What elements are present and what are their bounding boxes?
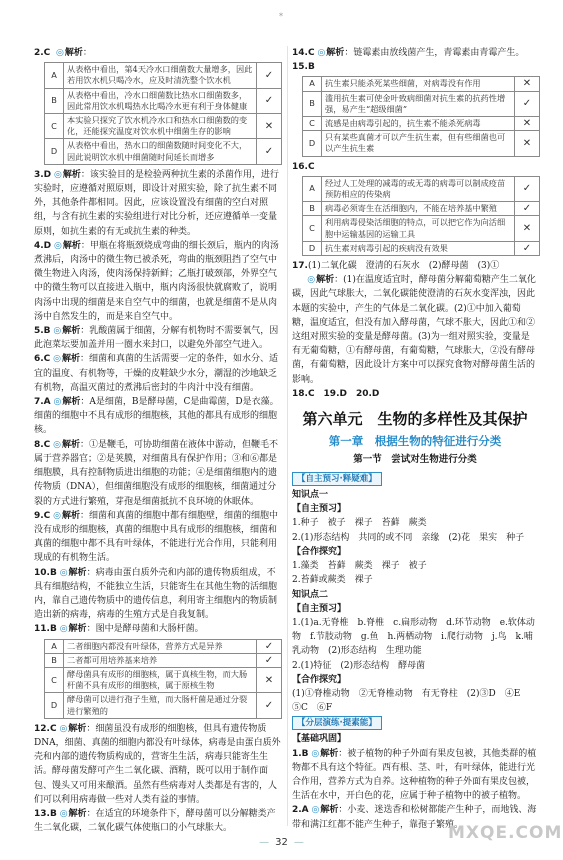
answer-number: 5.B [34, 326, 51, 337]
table-row [45, 139, 282, 164]
check-mark-icon: ✓ [257, 88, 282, 113]
table-row [303, 241, 540, 255]
answer-number: 3.D [34, 169, 52, 180]
option-key: C [45, 667, 64, 692]
knowledge-point-2: 知识点二 [292, 589, 329, 600]
cross-mark-icon: ✕ [257, 114, 282, 139]
option-text: 经过人工处理的减毒的或无毒的病毒可以制成疫苗预防相应的传染病 [322, 176, 515, 201]
analysis-text: ：链霉素由放线菌产生，青霉素由青霉产生。 [344, 48, 525, 58]
left-column [34, 46, 282, 835]
page-number-text: 32 [275, 837, 288, 848]
subheading-cooperate: 【合作探究】 [292, 546, 347, 557]
analysis-label: ◎ 解析 [317, 48, 344, 58]
table-row [45, 88, 282, 113]
check-mark-icon: ✓ [257, 63, 282, 88]
analysis-label: ◎ 解析 [311, 749, 338, 759]
option-text: 只有某些真菌才可以产生抗生素，但有些细菌也可以产生抗生素 [322, 131, 515, 156]
knowledge-point-1: 知识点一 [292, 490, 329, 501]
answer-q17 [292, 259, 538, 273]
table-row [45, 667, 282, 692]
analysis-label: ◎ 解析 [60, 809, 87, 819]
answer-number: 11.B [34, 624, 57, 635]
list-item: (1)①脊椎动物 ②无脊椎动物 有无脊柱 (2)③D ④E ⑤C ⑥F [292, 688, 530, 714]
answer-q2: 2.C ◎ 解析： [34, 46, 282, 60]
option-key: B [45, 88, 64, 113]
subheading-preview: 【自主预习】 [292, 603, 347, 614]
table-row [303, 131, 540, 156]
option-text: 二者都可用培养基来培养 [64, 653, 257, 667]
cross-mark-icon: ✕ [515, 131, 540, 156]
analysis-label: ◎ 解析 [312, 805, 339, 815]
column-divider [287, 46, 288, 826]
check-mark-icon: ✓ [257, 693, 282, 718]
option-key: D [303, 241, 322, 255]
check-mark-icon: ✓ [515, 176, 540, 201]
answer-number: 2.C [34, 48, 51, 58]
option-text: 从表格中看出，热水口的细菌数随时间变化不大，因此说明饮水机中细菌随时间延长而增多 [64, 139, 257, 164]
analysis-text: ：图中是酵母菌和大肠杆菌。 [86, 624, 204, 635]
list-item: 2.(1)特征 (2)形态结构 酵母菌 [292, 660, 426, 671]
analysis-text: ：细菌和真菌的细胞中都有细胞壁，细菌的细胞中没有成形的细胞核，真菌的细胞中具有成形的细胞核，细菌和真菌的细胞中都不具有叶绿体，不能进行光合作用，只能利用现成的有机物生活。 [34, 510, 279, 564]
q15-option-table [302, 76, 540, 156]
page-number: — 32 — [259, 837, 304, 848]
answer-number: 13.B [34, 808, 57, 819]
option-key: B [303, 202, 322, 216]
check-mark-icon: ✓ [257, 639, 282, 653]
analysis-text: ：(1)在温度适宜时，酵母菌分解葡萄糖产生二氧化碳，因此气球胀大，二氧化碳能使澄清的石灰水变浑浊，因此本题的实验中，产生的气体是二氧化碳。(2)①中加入葡萄糖，温度适宜，但没有加入酵母菌，气球不胀大，因此①和②这组对照实验的变量是酵母菌。(3)为一组对照实验，变量是有无葡萄糖，①有酵母菌，有葡萄糖，气球胀大，②没有酵母菌，有葡萄糖，因此设计方案中可以探究食物对酵母菌生活的影响。 [292, 275, 536, 385]
q16-option-table [302, 176, 540, 256]
option-key: A [303, 77, 322, 91]
check-mark-icon: ✓ [257, 653, 282, 667]
analysis-text: ：小麦、迷迭香和松树都能产生种子，而地钱、海带和满江红都不能产生种子，靠孢子繁殖。 [292, 805, 537, 830]
answers-q18-20: 18.C 19.D 20.D [292, 388, 380, 399]
unit-title: 第六单元 生物的多样性及其保护 [302, 410, 528, 429]
answer-q10 [34, 566, 282, 623]
option-text: 酵母菌具有成形的细胞核，属于真核生物，而大肠杆菌不具有成形的细胞核，属于原核生物 [64, 667, 257, 692]
option-key: C [303, 216, 322, 241]
option-text: 本实验只探究了饮水机冷水口和热水口细菌数的变化，还能探究温度对饮水机中细菌生存的影响 [64, 114, 257, 139]
answer-number: 17. [292, 261, 308, 272]
analysis-label: ◎ 解析 [60, 624, 87, 634]
top-mark: * [279, 12, 283, 21]
analysis-label: ◎ 解析 [60, 568, 87, 578]
analysis-label: ◎ 解析 [307, 275, 334, 285]
right-column [292, 46, 538, 832]
option-text: 从表格中看出，第4天冷水口细菌数大量增多，因此若用饮水机只喝冷水，应及时清洗整个饮水机 [64, 63, 257, 88]
analysis-text: ：细菌虽没有成形的细胞核，但具有遗传物质DNA，细菌、真菌的细胞内都没有叶绿体，病毒是由蛋白质外壳和内部的遗传物质构成的，营寄生生活，病毒只能寄生生活。酵母菌发酵可产生二氧化碳、酒精，既可以用于制作面包、馒头又可用来酿酒。虽然有些病毒对人类都是有害的，人们可以利用病毒做一些对人类有益的事情。 [34, 723, 281, 805]
answer-number: 7.A [34, 397, 51, 408]
answer-q13 [34, 807, 282, 835]
answer-text: (1)二氧化碳 澄清的石灰水 (2)酵母菌 (3)① [307, 261, 500, 272]
option-key: B [45, 653, 64, 667]
answer-q6 [34, 352, 282, 395]
analysis-text: ：病毒由蛋白质外壳和内部的遗传物质组成，不具有细胞结构，不能独立生活，只能寄生在其他生物的活细胞内，靠自己遗传物质中的遗传信息，利用寄主细胞内的物质制造出新的病毒，病毒的生殖方式是自我复制。 [34, 567, 278, 621]
analysis-q17 [292, 273, 538, 387]
option-text: 病毒必须寄生在活细胞内，不能在培养基中繁殖 [322, 202, 515, 216]
option-text: 酵母菌可以进行孢子生殖，而大肠杆菌是通过分裂进行繁殖的 [64, 693, 257, 718]
analysis-text: ：在适宜的环境条件下，酵母菌可以分解糖类产生二氧化碳，二氧化碳气体使瓶口的小气球胀大。 [34, 808, 276, 834]
answer-number: 2.A [292, 805, 309, 816]
option-key: C [303, 117, 322, 131]
answer-b1 [292, 747, 538, 804]
answer-number: 6.C [34, 354, 51, 365]
q2-option-table [44, 62, 282, 165]
table-row [303, 91, 540, 116]
answer-q14 [292, 46, 538, 60]
answer-q9 [34, 509, 282, 566]
analysis-text: ：甲瓶在将瓶颈烧成弯曲的细长颈后，瓶内的肉汤煮沸后，肉汤中的微生物已被杀死，弯曲的瓶颈阻挡了空气中微生物进入肉汤，使肉汤保持新鲜；乙瓶打破颈部，外界空气中的微生物可以直接进入瓶中，瓶内肉汤很快就腐败了，说明肉汤中出现的细菌是来自空气中的细菌，也就是细菌不是从肉汤中自然发生的，而是来自空气中。 [34, 240, 279, 322]
analysis-label: ◎ 解析 [53, 354, 80, 364]
answer-q15 [292, 60, 538, 74]
table-row [303, 216, 540, 241]
analysis-text: ：被子植物的种子外面有果皮包被，其他类群的植物都不具有这个特征。西有根、茎、叶，有叶绿体，能进行光合作用，营养方式为自养。这种植物的种子外面有果皮包被，生活在水中，开白色的花，应属于种子植物中的被子植物。 [292, 748, 537, 802]
table-row [303, 202, 540, 216]
option-text: 二者细胞内都没有叶绿体，营养方式是异养 [64, 639, 257, 653]
option-text: 抗生素只能杀死某些细菌，对病毒没有作用 [322, 77, 515, 91]
analysis-label: ◎ 解析 [53, 326, 80, 336]
table-row [303, 77, 540, 91]
section-title: 第一节 尝试对生物进行分类 [353, 454, 477, 466]
check-mark-icon: ✓ [257, 139, 282, 164]
option-key: D [45, 139, 64, 164]
option-text: 利用病毒侵染活细胞的特点，可以把它作为向活细胞中运输基因的运输工具 [322, 216, 515, 241]
analysis-label: ◎ 解析 [54, 241, 81, 251]
option-text: 抗生素对病毒引起的疾病没有效果 [322, 241, 515, 255]
check-mark-icon: ✓ [515, 241, 540, 255]
answer-q4 [34, 239, 282, 324]
option-key: D [303, 131, 322, 156]
table-row [45, 63, 282, 88]
option-text: 滥用抗生素可使金叶致病细菌对抗生素的抗药性增强，易产生“超级细菌” [322, 91, 515, 116]
analysis-label: ◎ 解析 [54, 170, 81, 180]
table-row [303, 117, 540, 131]
subheading-basic: 【基础巩固】 [292, 734, 347, 745]
list-item: 1.种子 被子 裸子 苔藓 蕨类 [292, 518, 427, 529]
answer-q5 [34, 324, 282, 352]
analysis-label: ◎ 解析 [56, 48, 83, 58]
answer-number: 12.C [34, 723, 57, 734]
option-text: 流感是由病毒引起的，抗生素不能杀死病毒 [322, 117, 515, 131]
section-banner: 【自主预习·释疑难】 [292, 472, 382, 486]
answer-q11 [34, 622, 282, 636]
cross-mark-icon: ✕ [257, 667, 282, 692]
chapter-title: 第一章 根据生物的特征进行分类 [328, 434, 502, 449]
answer-q8 [34, 438, 282, 509]
analysis-text: ：①是鞭毛，可协助细菌在液体中游动，但鞭毛不属于营养器官；②是荚膜，对细菌具有保护作用；③和⑥都是细胞膜，具有控制物质进出细胞的功能；④是细菌细胞内的遗传物质（DNA），但细菌细胞没有成形的细胞核，细菌通过分裂的方式进行繁殖，芽孢是细菌抵抗不良环境的休眠体。 [34, 439, 279, 507]
analysis-text: ：乳酸菌属于细菌，分解有机物时不需要氧气，因此泡菜坛要加盖并用一圈水来封口，以避免外部空气进入。 [34, 326, 279, 351]
table-row [45, 653, 282, 667]
answer-q7 [34, 395, 282, 438]
list-item: 1.(1)a.无脊椎 b.脊椎 c.扁形动物 d.环节动物 e.软体动物 f.节肢动物 g.鱼 h.两栖动物 i.爬行动物 j.鸟 k.哺乳动物 (2)形态结构 生理功能 [292, 617, 535, 657]
option-key: A [45, 639, 64, 653]
answer-number: 8.C [34, 439, 51, 450]
table-row [45, 639, 282, 653]
table-row [45, 693, 282, 718]
cross-mark-icon: ✕ [515, 216, 540, 241]
analysis-label: ◎ 解析 [54, 397, 81, 407]
answer-number: 10.B [34, 567, 57, 578]
watermark-logo: MXQE.COM [448, 823, 563, 843]
q11-option-table [44, 639, 282, 719]
answer-number: 1.B [292, 748, 309, 759]
option-text: 从表格中看出，冷水口细菌数比热水口细菌数多，因此常用饮水机喝热水比喝冷水更有利于身体健康 [64, 88, 257, 113]
answer-number: 15.B [292, 62, 315, 73]
section-banner: 【分层演练·提素能】 [292, 716, 382, 730]
option-key: D [45, 693, 64, 718]
analysis-label: ◎ 解析 [53, 511, 80, 521]
answer-q16 [292, 160, 538, 174]
option-key: B [303, 91, 322, 116]
table-row [303, 176, 540, 201]
analysis-label: ◎ 解析 [53, 440, 80, 450]
analysis-text: ：细菌和真菌的生活需要一定的条件，如水分、适宜的温度、有机物等，干燥的皮鞋缺少水分，潮湿的沙地缺乏有机物，高温灭菌过的煮沸后密封的牛肉汁中没有细菌。 [34, 354, 279, 393]
list-item: 2.(1)形态结构 共同的或不同 亲缘 (2)花 果实 种子 [292, 532, 525, 543]
cross-mark-icon: ✕ [515, 77, 540, 91]
cross-mark-icon: ✕ [515, 117, 540, 131]
analysis-text: ：A是细菌，B是酵母菌，C是曲霉菌，D是衣藻。细菌的细胞中不具有成形的细胞核，其他的都具有成形的细胞核。 [34, 397, 279, 436]
analysis-text: ：该实验目的是检验两种抗生素的杀菌作用，进行实验时，应遵循对照原则，即设计对照实验，除了抗生素不同外，其他条件都相同。因此，应该设置没有细菌的空白对照组，与含有抗生素的实验组进行对比分析，还应遵循单一变量原则，如抗生素的有无或抗生素的种类。 [34, 169, 279, 237]
answer-number: 4.D [34, 240, 52, 251]
option-key: A [303, 176, 322, 201]
list-item: 1.藻类 苔藓 蕨类 裸子 被子 [292, 561, 427, 572]
list-item: 2.苔藓或蕨类 裸子 [292, 575, 373, 586]
subheading-preview: 【自主预习】 [292, 504, 347, 515]
check-mark-icon: ✓ [515, 91, 540, 116]
check-mark-icon: ✓ [515, 202, 540, 216]
option-key: A [45, 63, 64, 88]
answer-q12 [34, 722, 282, 807]
answer-number: 14.C [292, 48, 315, 58]
option-key: C [45, 114, 64, 139]
answer-number: 16.C [292, 161, 315, 172]
answer-q3 [34, 168, 282, 239]
answer-number: 9.C [34, 510, 51, 521]
table-row [45, 114, 282, 139]
analysis-label: ◎ 解析 [59, 724, 86, 734]
subheading-cooperate: 【合作探究】 [292, 674, 347, 685]
